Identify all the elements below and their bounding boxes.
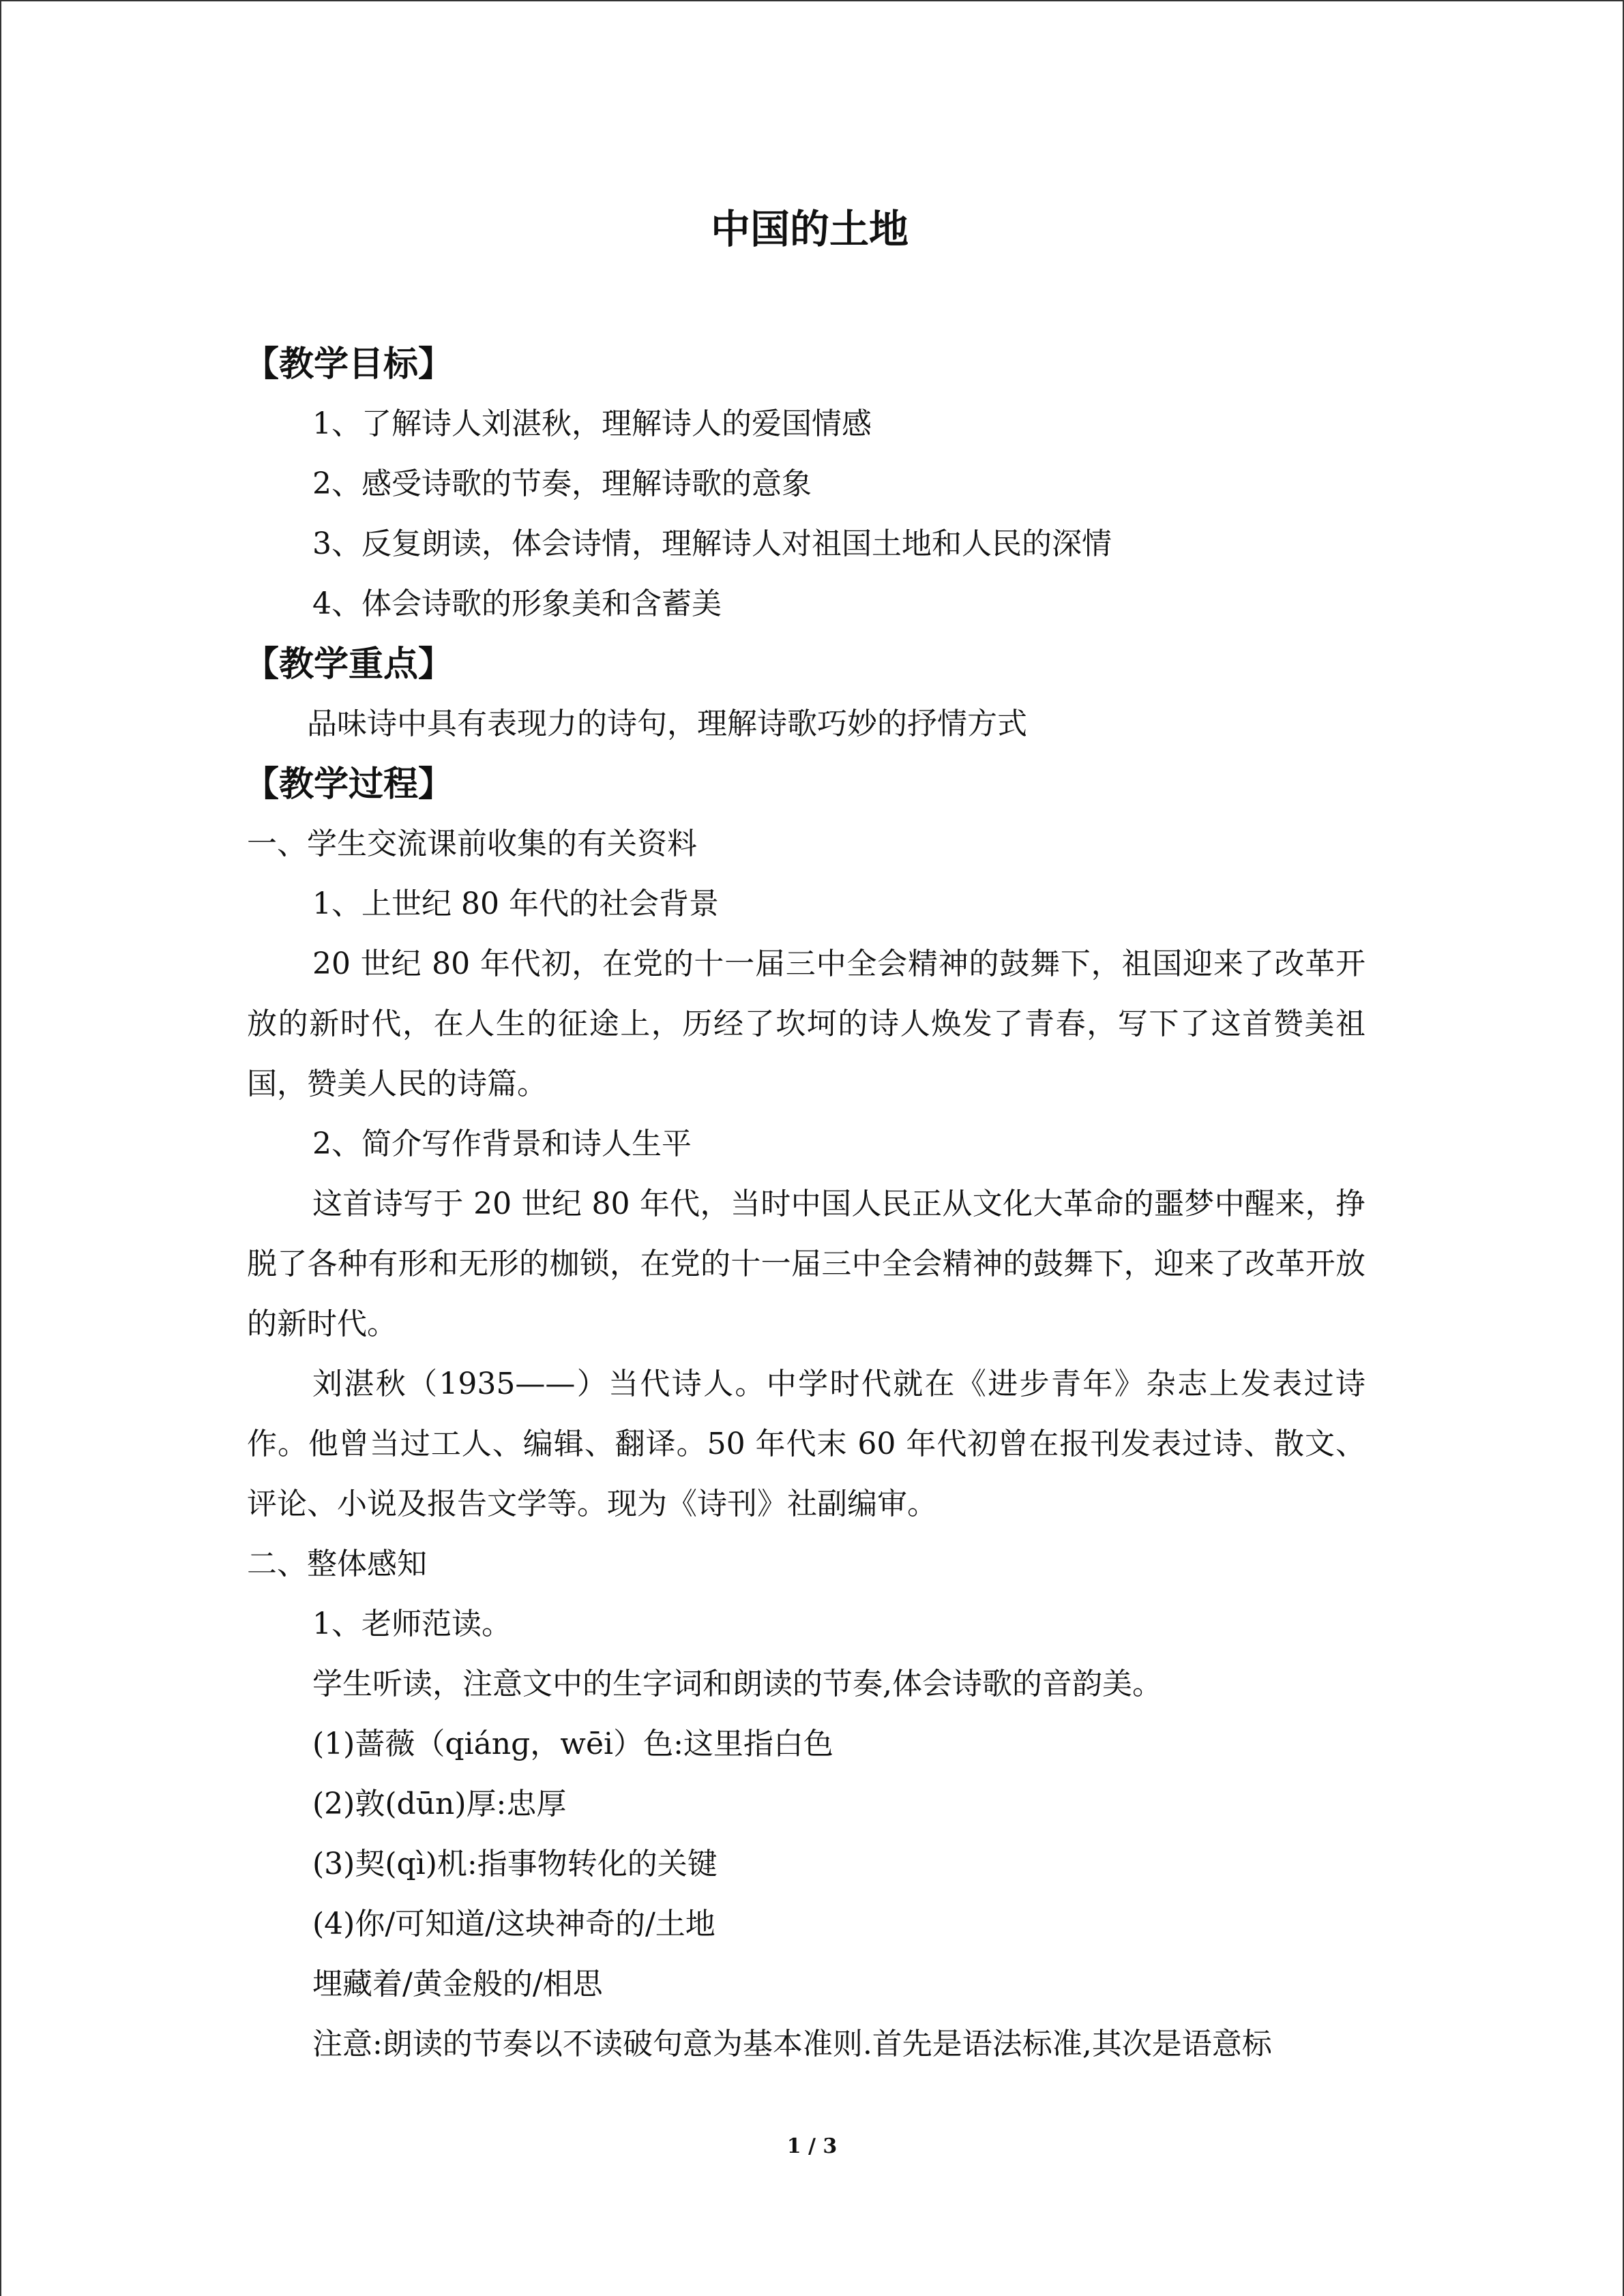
objective-item: 1、了解诗人刘湛秋，理解诗人的爱国情感 bbox=[312, 406, 872, 441]
process-subheading: 1、老师范读。 bbox=[312, 1607, 512, 1641]
process-part-title: 二、整体感知 bbox=[247, 1547, 427, 1581]
page-border-left bbox=[0, 0, 1, 2296]
paragraph-poet-biography: 刘湛秋（1935——）当代诗人。中学时代就在《进步青年》杂志上发表过诗作。他曾当过工人、编辑、翻译。50 年代末 60 年代初曾在报刊发表过诗、散文、评论、小说及报告文学等。现为《诗刊》社副编审。 bbox=[247, 1367, 1365, 1521]
rhythm-example: 埋藏着/黄金般的/相思 bbox=[312, 1967, 603, 2001]
reading-note: 学生听读，注意文中的生字词和朗读的节奏,体会诗歌的音韵美。 bbox=[312, 1667, 1162, 1701]
document-body bbox=[244, 198, 1365, 2074]
reading-note: 注意:朗读的节奏以不读破句意为基本准则.首先是语法标准,其次是语意标 bbox=[312, 2027, 1272, 2061]
objective-item: 4、体会诗歌的形象美和含蓄美 bbox=[312, 586, 722, 621]
vocab-item: (2)敦(dūn)厚:忠厚 bbox=[312, 1787, 567, 1821]
objective-item: 3、反复朗读，体会诗情，理解诗人对祖国土地和人民的深情 bbox=[312, 526, 1112, 561]
paragraph-writing-background: 这首诗写于 20 世纪 80 年代，当时中国人民正从文化大革命的噩梦中醒来，挣脱了各种有形和无形的枷锁，在党的十一届三中全会精神的鼓舞下，迎来了改革开放的新时代。 bbox=[247, 1187, 1365, 1341]
section-heading-objectives: 【教学目标】 bbox=[244, 344, 454, 385]
page-title: 中国的土地 bbox=[710, 206, 909, 252]
section-heading-process: 【教学过程】 bbox=[244, 764, 454, 805]
process-part-title: 一、学生交流课前收集的有关资料 bbox=[247, 826, 697, 861]
vocab-item: (1)蔷薇（qiánɡ，wēi）色:这里指白色 bbox=[312, 1727, 833, 1761]
vocab-item: (3)契(qì)机:指事物转化的关键 bbox=[312, 1847, 718, 1881]
focus-text: 品味诗中具有表现力的诗句，理解诗歌巧妙的抒情方式 bbox=[307, 706, 1027, 741]
process-subheading: 1、上世纪 80 年代的社会背景 bbox=[312, 886, 719, 921]
objective-item: 2、感受诗歌的节奏，理解诗歌的意象 bbox=[312, 466, 812, 501]
process-subheading: 2、简介写作背景和诗人生平 bbox=[312, 1127, 692, 1161]
rhythm-example: (4)你/可知道/这块神奇的/土地 bbox=[312, 1907, 715, 1941]
page-number: 1 / 3 bbox=[786, 2134, 838, 2158]
paragraph-social-background: 20 世纪 80 年代初，在党的十一届三中全会精神的鼓舞下，祖国迎来了改革开放的新时代，在人生的征途上，历经了坎坷的诗人焕发了青春，写下了这首赞美祖国，赞美人民的诗篇。 bbox=[247, 946, 1365, 1101]
page-border-top bbox=[0, 0, 1624, 1]
section-heading-focus: 【教学重点】 bbox=[244, 644, 454, 685]
